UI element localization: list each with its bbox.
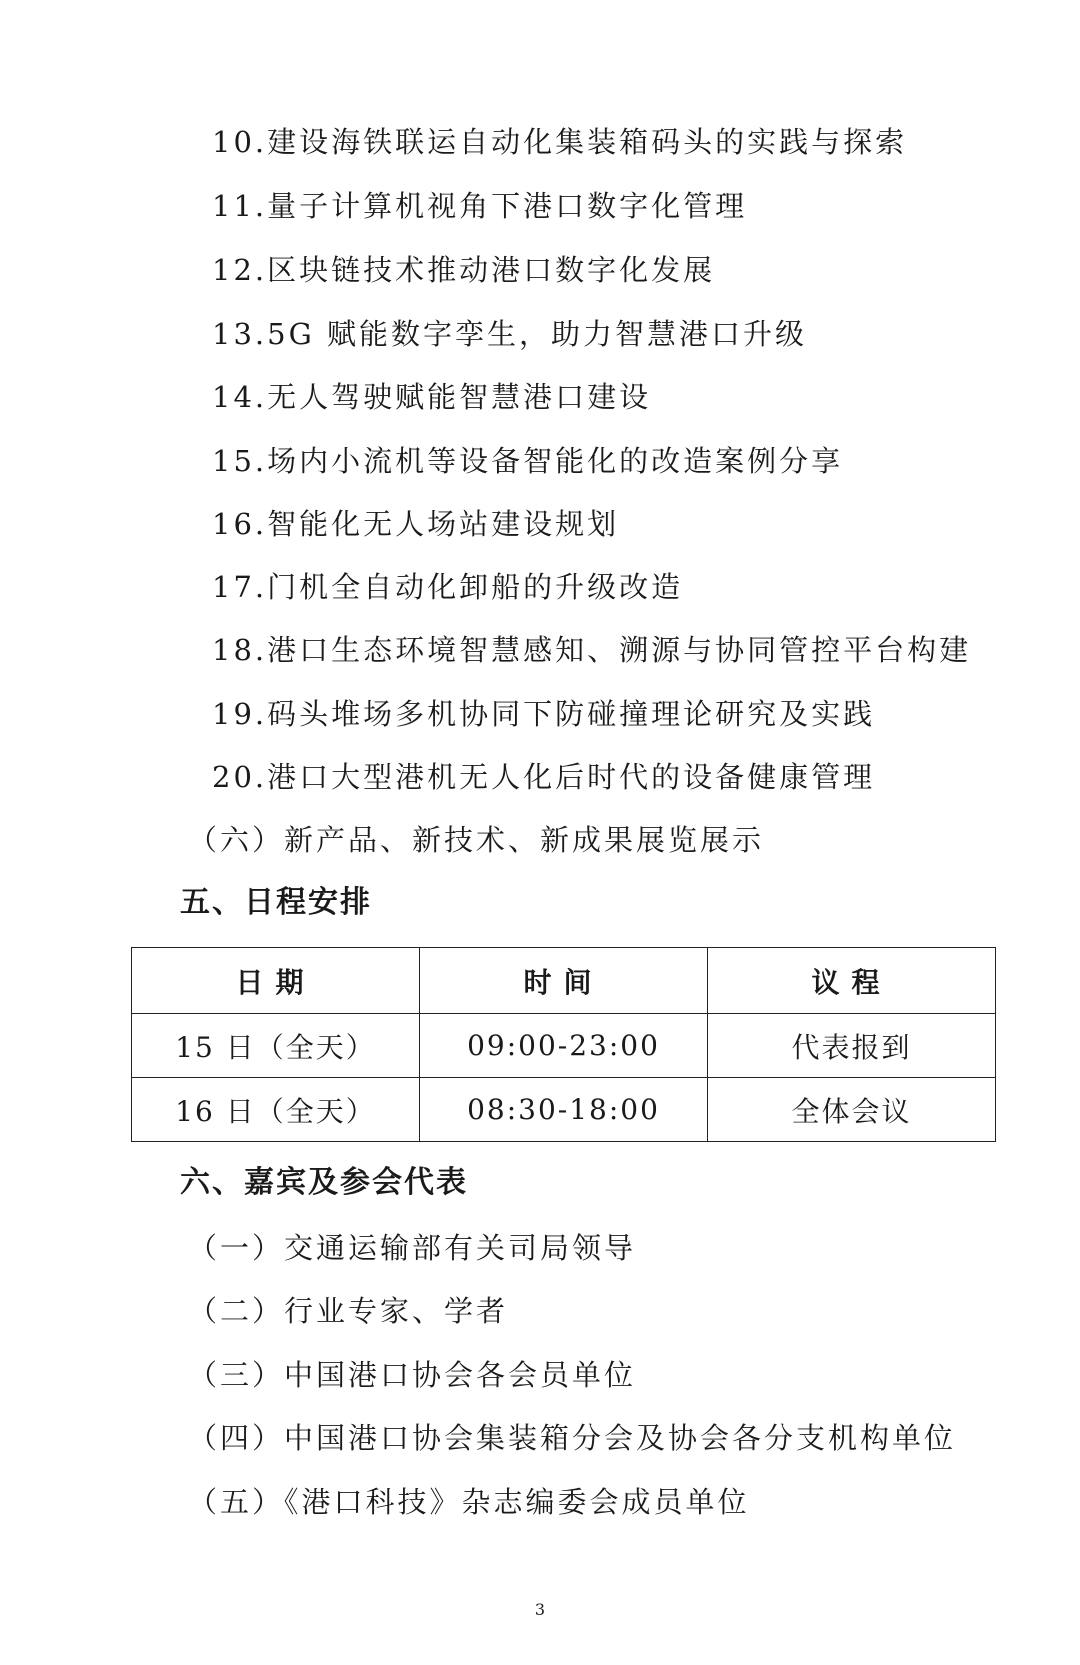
topic-item: 19.码头堆场多机协同下防碰撞理论研究及实践 [212,697,876,731]
topic-item: 18.港口生态环境智慧感知、溯源与协同管控平台构建 [212,633,972,667]
column-header-time: 时间 [420,948,708,1014]
topic-item: 10.建设海铁联运自动化集装箱码头的实践与探索 [212,125,908,159]
guest-item: （三）中国港口协会各会员单位 [188,1358,637,1392]
topic-item: 13.5G 赋能数字孪生，助力智慧港口升级 [212,317,807,351]
topic-item: 12.区块链技术推动港口数字化发展 [212,253,716,287]
table-row [132,1014,996,1078]
table-header-row [132,948,996,1014]
topic-item: 14.无人驾驶赋能智慧港口建设 [212,380,652,414]
topic-item: 11.量子计算机视角下港口数字化管理 [212,189,748,223]
page-number: 3 [534,1600,546,1619]
cell-agenda: 代表报到 [708,1014,996,1078]
cell-time: 09:00-23:00 [420,1014,708,1078]
topic-item: 16.智能化无人场站建设规划 [212,507,620,541]
cell-date: 16 日（全天） [132,1078,420,1142]
cell-date: 15 日（全天） [132,1014,420,1078]
table-row [132,1078,996,1142]
schedule-table [131,947,996,1142]
guest-item: （五）《港口科技》杂志编委会成员单位 [188,1485,750,1519]
guest-item: （四）中国港口协会集装箱分会及协会各分支机构单位 [188,1421,957,1455]
topic-item: 15.场内小流机等设备智能化的改造案例分享 [212,444,844,478]
topic-item: 20.港口大型港机无人化后时代的设备健康管理 [212,760,876,794]
column-header-agenda: 议程 [708,948,996,1014]
column-header-date: 日期 [132,948,420,1014]
guest-item: （一）交通运输部有关司局领导 [188,1231,637,1265]
subsection-item: （六）新产品、新技术、新成果展览展示 [188,823,765,857]
schedule-heading: 五、日程安排 [180,885,372,920]
guests-heading: 六、嘉宾及参会代表 [180,1165,468,1200]
cell-agenda: 全体会议 [708,1078,996,1142]
guest-item: （二）行业专家、学者 [188,1294,509,1328]
cell-time: 08:30-18:00 [420,1078,708,1142]
topic-item: 17.门机全自动化卸船的升级改造 [212,570,684,604]
